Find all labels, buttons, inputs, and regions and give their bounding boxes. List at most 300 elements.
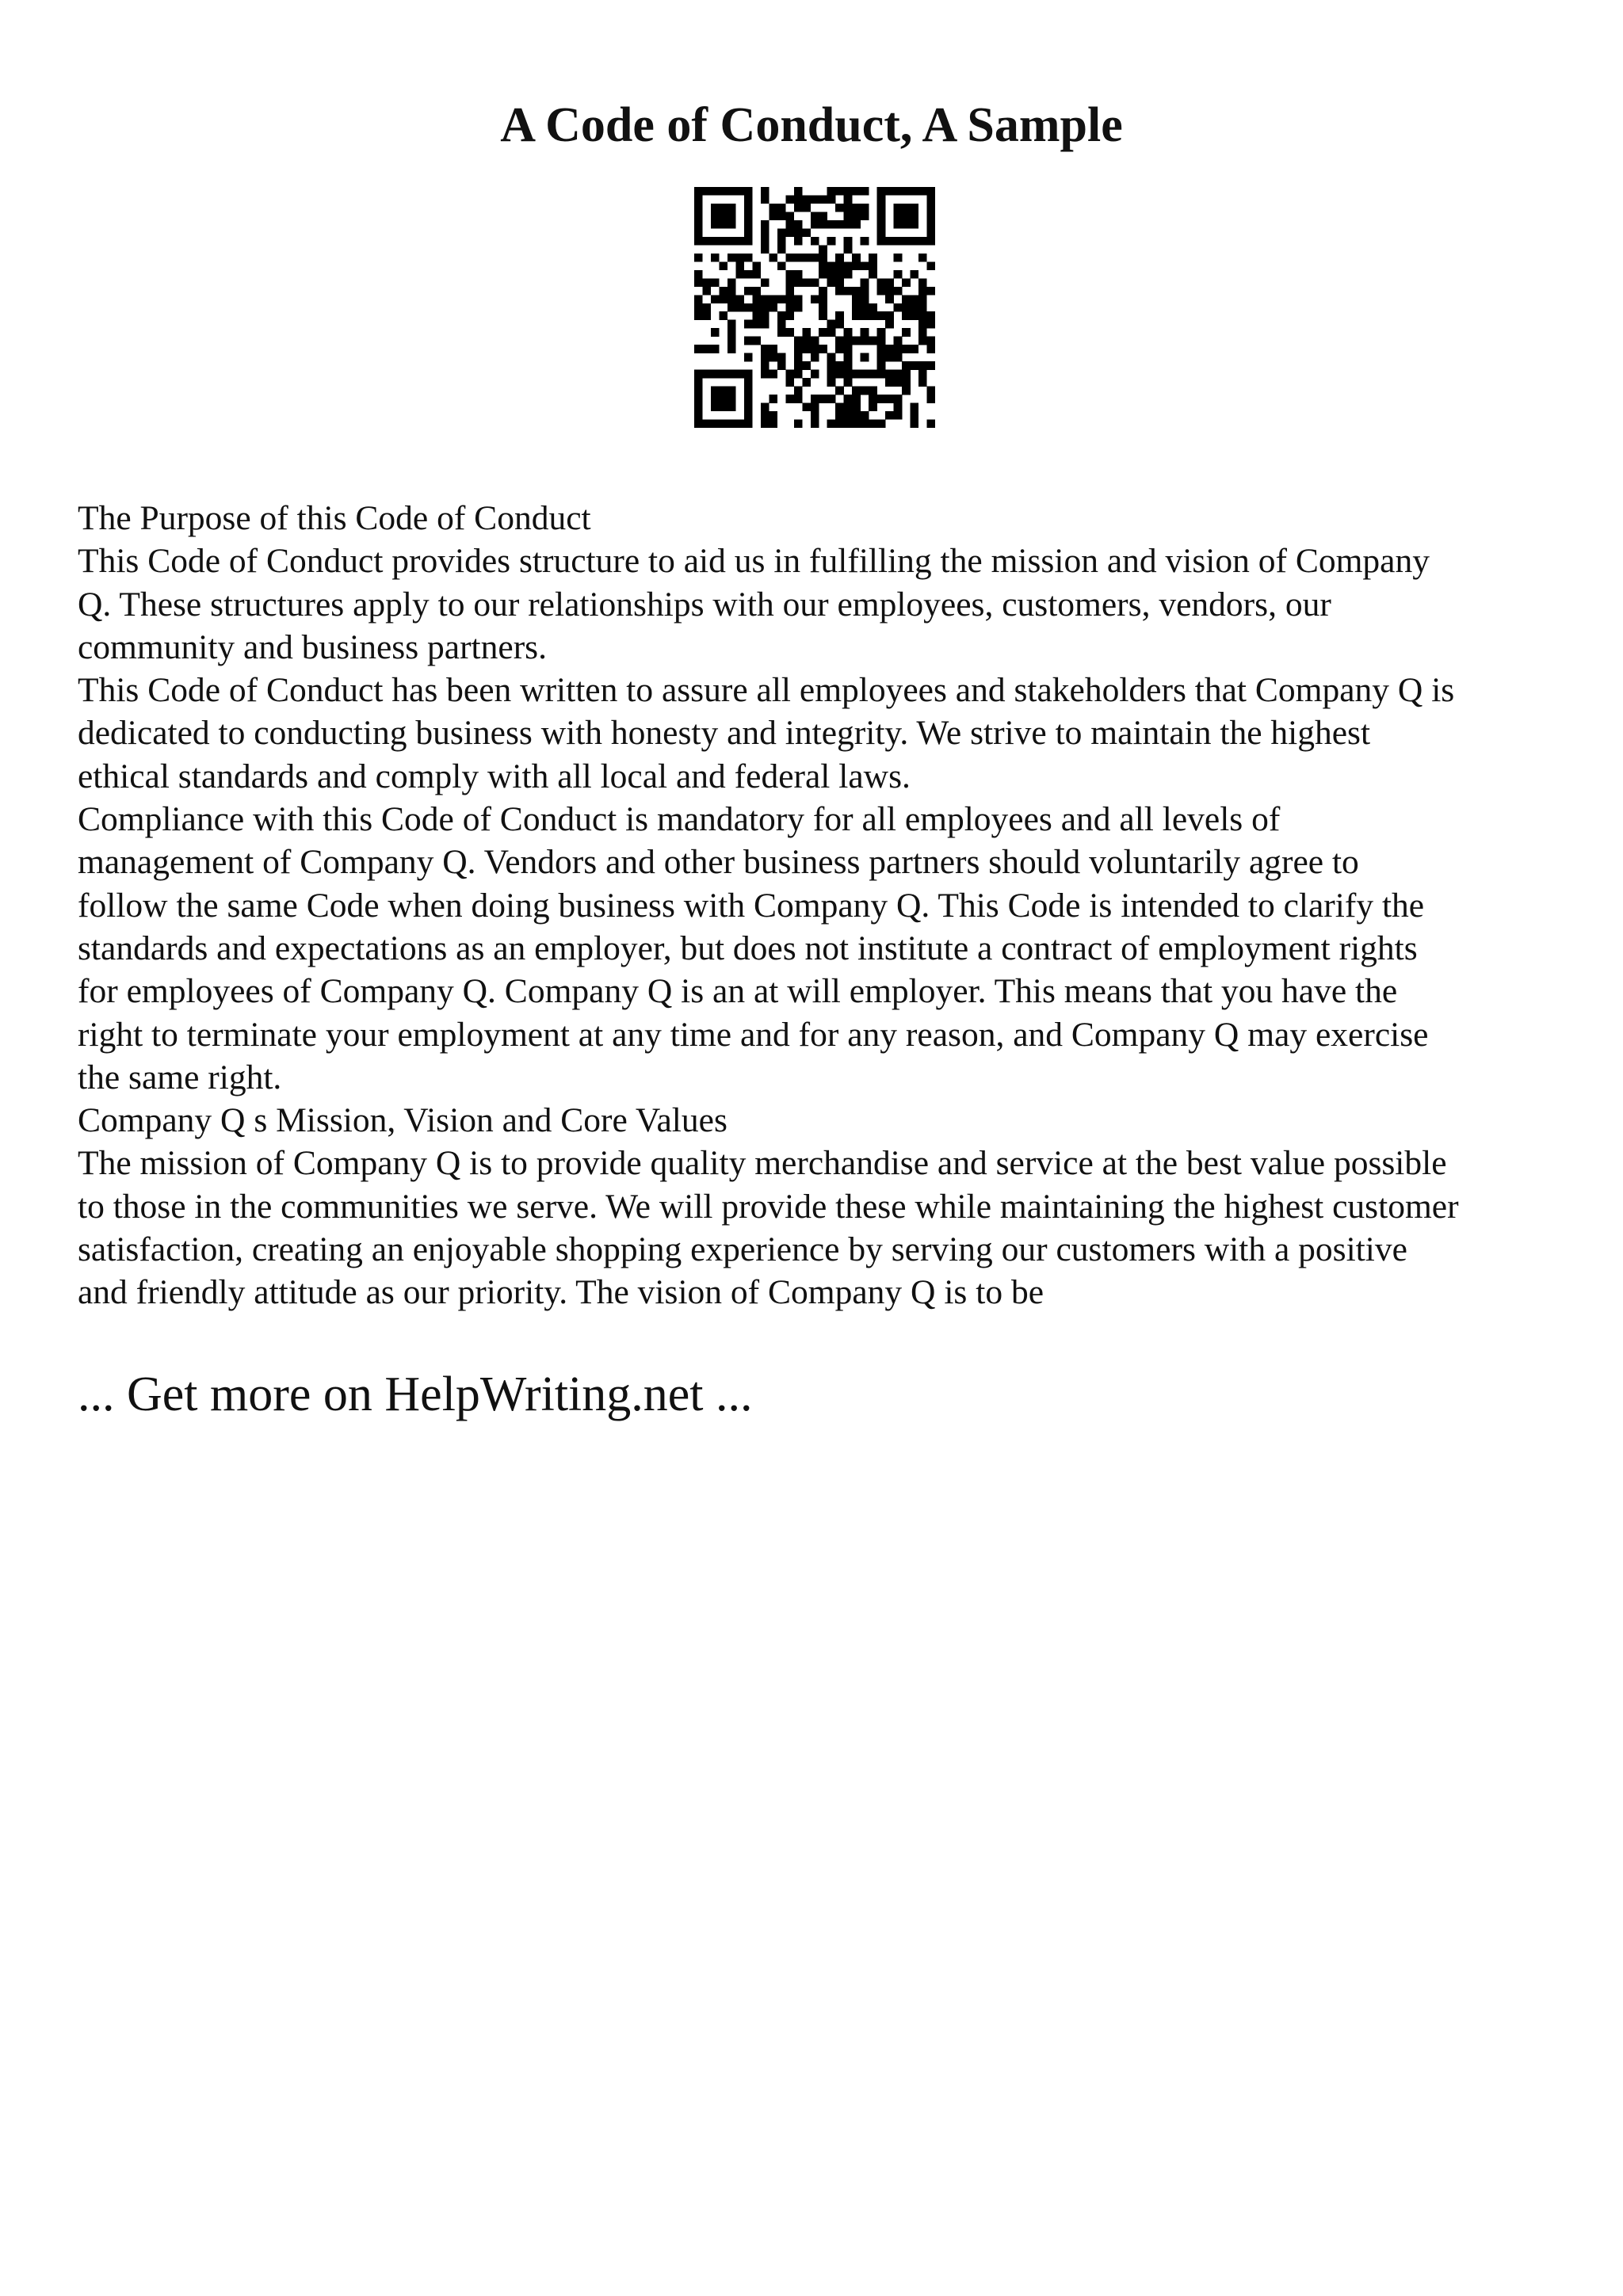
qr-module xyxy=(727,237,736,246)
qr-module xyxy=(918,328,927,337)
qr-module xyxy=(861,187,869,196)
qr-module xyxy=(727,303,736,312)
body-text-line: Q. These structures apply to our relationships with our employees, customers, vendors, our xyxy=(78,585,1331,624)
qr-module xyxy=(844,187,853,196)
qr-module xyxy=(877,212,886,220)
qr-module xyxy=(694,395,703,403)
qr-module xyxy=(769,345,777,353)
qr-module xyxy=(694,387,703,395)
qr-module xyxy=(852,411,861,420)
qr-module xyxy=(735,270,744,279)
qr-module xyxy=(727,204,736,212)
qr-module xyxy=(885,395,894,403)
qr-module xyxy=(694,311,703,320)
qr-module xyxy=(894,353,903,362)
qr-module xyxy=(835,370,844,379)
qr-module xyxy=(877,420,886,428)
qr-module xyxy=(702,187,711,196)
qr-module xyxy=(877,278,886,287)
qr-module xyxy=(744,287,753,296)
qr-module xyxy=(819,311,827,320)
qr-module xyxy=(761,220,769,229)
qr-module xyxy=(785,195,794,204)
qr-module xyxy=(819,212,827,220)
qr-module xyxy=(727,345,736,353)
qr-module xyxy=(819,295,827,303)
qr-module xyxy=(927,361,935,370)
qr-module xyxy=(877,195,886,204)
qr-module xyxy=(869,261,877,270)
qr-module xyxy=(811,345,819,353)
qr-module xyxy=(902,378,911,387)
qr-module xyxy=(727,220,736,229)
qr-module xyxy=(861,212,869,220)
qr-module xyxy=(819,254,827,262)
qr-module xyxy=(835,345,844,353)
qr-module xyxy=(844,420,853,428)
qr-module xyxy=(719,395,727,403)
qr-module xyxy=(785,287,794,296)
qr-module xyxy=(752,337,761,345)
qr-module xyxy=(902,237,911,246)
qr-module xyxy=(785,295,794,303)
qr-module xyxy=(727,387,736,395)
qr-module xyxy=(802,337,811,345)
qr-module xyxy=(727,403,736,412)
qr-module xyxy=(894,220,903,229)
qr-module xyxy=(877,328,886,337)
qr-module xyxy=(894,378,903,387)
qr-module xyxy=(752,303,761,312)
qr-module xyxy=(769,420,777,428)
qr-module xyxy=(918,378,927,387)
qr-module xyxy=(794,270,803,279)
qr-module xyxy=(719,370,727,379)
qr-module xyxy=(761,353,769,362)
get-more-link[interactable]: ... Get more on HelpWriting.net ... xyxy=(78,1367,753,1421)
qr-module xyxy=(744,187,753,196)
qr-module xyxy=(727,295,736,303)
qr-module xyxy=(869,420,877,428)
body-text-line: This Code of Conduct has been written to assure all employees and stakeholders that Company Q is xyxy=(78,671,1455,710)
qr-module xyxy=(844,195,853,204)
qr-module xyxy=(835,261,844,270)
qr-module xyxy=(777,245,786,254)
qr-module xyxy=(694,270,703,279)
qr-module xyxy=(761,403,769,412)
qr-module xyxy=(794,237,803,246)
qr-module xyxy=(869,254,877,262)
qr-module xyxy=(861,328,869,337)
qr-module xyxy=(735,295,744,303)
body-text-line: management of Company Q. Vendors and other business partners should voluntarily agree to xyxy=(78,843,1359,882)
qr-module xyxy=(744,254,753,262)
qr-module xyxy=(735,187,744,196)
qr-module xyxy=(802,378,811,387)
qr-module xyxy=(777,295,786,303)
qr-module xyxy=(719,261,727,270)
qr-module xyxy=(694,403,703,412)
qr-module xyxy=(918,237,927,246)
qr-module xyxy=(869,270,877,279)
qr-module xyxy=(785,220,794,229)
body-text-line: This Code of Conduct provides structure to aid us in fulfilling the mission and vision of Company xyxy=(78,542,1430,581)
qr-module xyxy=(844,403,853,412)
qr-module xyxy=(785,378,794,387)
qr-module xyxy=(711,220,720,229)
qr-module xyxy=(711,254,720,262)
qr-module xyxy=(885,278,894,287)
qr-module xyxy=(877,187,886,196)
qr-module xyxy=(719,212,727,220)
qr-module xyxy=(911,361,919,370)
qr-module xyxy=(744,237,753,246)
body-text-line: for employees of Company Q. Company Q is an at will employer. This means that you have the xyxy=(78,972,1398,1011)
qr-module xyxy=(835,287,844,296)
qr-module xyxy=(827,261,836,270)
qr-module xyxy=(927,195,935,204)
qr-module xyxy=(694,370,703,379)
qr-module xyxy=(852,370,861,379)
qr-module xyxy=(719,287,727,296)
qr-module xyxy=(835,320,844,329)
qr-module xyxy=(861,204,869,212)
qr-module xyxy=(761,295,769,303)
qr-module xyxy=(927,311,935,320)
qr-module xyxy=(911,187,919,196)
qr-module xyxy=(752,261,761,270)
qr-module xyxy=(802,254,811,262)
qr-module xyxy=(694,420,703,428)
qr-module xyxy=(802,403,811,412)
qr-module xyxy=(777,328,786,337)
qr-module xyxy=(794,254,803,262)
document-title: A Code of Conduct, A Sample xyxy=(500,98,1123,152)
qr-module xyxy=(794,204,803,212)
qr-module xyxy=(835,220,844,229)
qr-module xyxy=(918,187,927,196)
qr-module xyxy=(744,353,753,362)
qr-module xyxy=(911,303,919,312)
qr-module xyxy=(735,370,744,379)
qr-module xyxy=(902,278,911,287)
qr-module xyxy=(835,403,844,412)
qr-module xyxy=(844,204,853,212)
qr-module xyxy=(702,278,711,287)
qr-module xyxy=(719,187,727,196)
qr-module xyxy=(861,311,869,320)
qr-module xyxy=(902,311,911,320)
qr-module xyxy=(894,303,903,312)
qr-module xyxy=(927,204,935,212)
qr-module xyxy=(785,254,794,262)
body-text-line: dedicated to conducting business with honesty and integrity. We strive to maintain the highest xyxy=(78,714,1371,753)
qr-module xyxy=(727,337,736,345)
qr-module xyxy=(927,220,935,229)
qr-module xyxy=(785,370,794,379)
body-text-line: standards and expectations as an employer, but does not institute a contract of employment rights xyxy=(78,929,1418,967)
body-text-line: Compliance with this Code of Conduct is mandatory for all employees and all levels of xyxy=(78,800,1281,839)
qr-module xyxy=(894,411,903,420)
qr-module xyxy=(877,370,886,379)
body-text-line: Company Q s Mission, Vision and Core Values xyxy=(78,1101,727,1140)
qr-module xyxy=(827,395,836,403)
qr-module xyxy=(927,228,935,237)
qr-module xyxy=(877,237,886,246)
qr-module xyxy=(719,204,727,212)
qr-module xyxy=(894,237,903,246)
qr-module xyxy=(744,320,753,329)
qr-module xyxy=(694,237,703,246)
qr-module xyxy=(861,411,869,420)
qr-module xyxy=(761,237,769,246)
qr-module xyxy=(861,295,869,303)
qr-module xyxy=(827,320,836,329)
qr-module xyxy=(827,328,836,337)
document-body xyxy=(78,497,1568,1314)
qr-module xyxy=(911,420,919,428)
qr-module xyxy=(927,387,935,395)
qr-module xyxy=(711,370,720,379)
qr-module xyxy=(727,395,736,403)
qr-module xyxy=(827,370,836,379)
qr-module xyxy=(777,320,786,329)
qr-module xyxy=(711,212,720,220)
qr-module xyxy=(811,254,819,262)
qr-module xyxy=(769,395,777,403)
qr-module xyxy=(744,204,753,212)
qr-module xyxy=(877,361,886,370)
qr-module xyxy=(727,187,736,196)
qr-module xyxy=(794,353,803,362)
qr-module xyxy=(861,278,869,287)
qr-module xyxy=(819,345,827,353)
qr-module xyxy=(752,311,761,320)
qr-module xyxy=(752,287,761,296)
qr-module xyxy=(777,237,786,246)
qr-module xyxy=(918,337,927,345)
qr-module xyxy=(794,187,803,196)
qr-module xyxy=(885,295,894,303)
qr-module xyxy=(711,295,720,303)
qr-module xyxy=(744,228,753,237)
qr-module xyxy=(861,287,869,296)
qr-module xyxy=(835,270,844,279)
qr-module xyxy=(877,345,886,353)
qr-module xyxy=(852,204,861,212)
qr-module xyxy=(694,220,703,229)
qr-module xyxy=(885,353,894,362)
qr-module xyxy=(861,387,869,395)
qr-module xyxy=(835,311,844,320)
qr-module xyxy=(794,395,803,403)
qr-module xyxy=(927,345,935,353)
qr-module xyxy=(885,345,894,353)
qr-module xyxy=(819,270,827,279)
qr-module xyxy=(777,353,786,362)
qr-module xyxy=(819,303,827,312)
qr-module xyxy=(769,370,777,379)
qr-module xyxy=(711,403,720,412)
body-text-line: the same right. xyxy=(78,1058,282,1097)
qr-module xyxy=(694,303,703,312)
qr-module xyxy=(877,337,886,345)
qr-module xyxy=(744,420,753,428)
qr-module xyxy=(852,187,861,196)
qr-module xyxy=(761,245,769,254)
qr-module xyxy=(719,387,727,395)
qr-module xyxy=(694,278,703,287)
qr-module xyxy=(902,328,911,337)
qr-module xyxy=(794,295,803,303)
qr-module xyxy=(894,212,903,220)
qr-module xyxy=(727,320,736,329)
qr-module xyxy=(894,187,903,196)
qr-module xyxy=(835,411,844,420)
qr-module xyxy=(827,353,836,362)
qr-module xyxy=(918,303,927,312)
qr-module xyxy=(811,420,819,428)
qr-module xyxy=(894,345,903,353)
qr-module xyxy=(885,411,894,420)
qr-module xyxy=(819,328,827,337)
qr-module xyxy=(744,403,753,412)
qr-module xyxy=(794,361,803,370)
qr-module xyxy=(827,237,836,246)
qr-module xyxy=(911,212,919,220)
qr-module xyxy=(844,378,853,387)
qr-module xyxy=(894,395,903,403)
qr-module xyxy=(719,295,727,303)
qr-module xyxy=(794,228,803,237)
qr-module xyxy=(761,278,769,287)
qr-module xyxy=(752,320,761,329)
qr-module xyxy=(744,370,753,379)
qr-module xyxy=(727,328,736,337)
body-text-line: community and business partners. xyxy=(78,627,547,666)
qr-module xyxy=(794,337,803,345)
qr-module xyxy=(777,361,786,370)
qr-module xyxy=(869,370,877,379)
qr-module xyxy=(761,187,769,196)
qr-module xyxy=(835,204,844,212)
qr-module xyxy=(918,320,927,329)
qr-module xyxy=(711,395,720,403)
qr-module xyxy=(844,345,853,353)
qr-module xyxy=(852,220,861,229)
qr-module xyxy=(735,254,744,262)
qr-module xyxy=(802,278,811,287)
qr-module xyxy=(802,195,811,204)
qr-module xyxy=(769,353,777,362)
qr-module xyxy=(852,254,861,262)
qr-module xyxy=(811,353,819,362)
qr-module xyxy=(727,287,736,296)
qr-module xyxy=(761,370,769,379)
qr-module xyxy=(894,337,903,345)
qr-module xyxy=(861,337,869,345)
qr-module xyxy=(727,370,736,379)
qr-module xyxy=(869,337,877,345)
qr-module xyxy=(819,287,827,296)
qr-module xyxy=(902,345,911,353)
qr-module xyxy=(835,278,844,287)
qr-module xyxy=(761,320,769,329)
qr-module xyxy=(777,261,786,270)
qr-module xyxy=(902,370,911,379)
qr-module xyxy=(727,212,736,220)
qr-module xyxy=(769,295,777,303)
qr-module xyxy=(827,220,836,229)
qr-module xyxy=(844,220,853,229)
qr-module xyxy=(927,261,935,270)
qr-module xyxy=(761,345,769,353)
qr-module xyxy=(844,261,853,270)
qr-module xyxy=(927,395,935,403)
qr-module xyxy=(719,311,727,320)
qr-module xyxy=(735,237,744,246)
qr-module xyxy=(769,411,777,420)
qr-module xyxy=(761,228,769,237)
qr-module xyxy=(869,403,877,412)
qr-module xyxy=(844,245,853,254)
qr-module xyxy=(918,311,927,320)
qr-module xyxy=(727,278,736,287)
qr-module xyxy=(844,212,853,220)
qr-module xyxy=(811,212,819,220)
qr-module xyxy=(794,420,803,428)
qr-module xyxy=(711,345,720,353)
qr-module xyxy=(852,337,861,345)
qr-module xyxy=(852,395,861,403)
qr-module xyxy=(885,237,894,246)
qr-module xyxy=(869,387,877,395)
qr-module xyxy=(852,287,861,296)
qr-module xyxy=(794,370,803,379)
qr-module xyxy=(777,311,786,320)
body-text-line: right to terminate your employment at any time and for any reason, and Company Q may exercise xyxy=(78,1015,1429,1054)
body-text-line: The mission of Company Q is to provide quality merchandise and service at the best value possible xyxy=(78,1144,1447,1183)
qr-module xyxy=(811,411,819,420)
qr-module xyxy=(911,311,919,320)
qr-module xyxy=(769,212,777,220)
qr-module xyxy=(835,337,844,345)
qr-module xyxy=(811,403,819,412)
qr-module xyxy=(785,328,794,337)
qr-module xyxy=(761,361,769,370)
body-text-line: ethical standards and comply with all local and federal laws. xyxy=(78,757,911,795)
qr-module xyxy=(777,204,786,212)
qr-module xyxy=(694,295,703,303)
qr-module xyxy=(802,328,811,337)
qr-module xyxy=(711,387,720,395)
qr-module xyxy=(811,337,819,345)
qr-module xyxy=(911,270,919,279)
qr-code-graphic xyxy=(694,187,935,428)
qr-module xyxy=(744,395,753,403)
qr-module xyxy=(735,420,744,428)
qr-module xyxy=(777,212,786,220)
qr-module xyxy=(902,295,911,303)
qr-module xyxy=(861,303,869,312)
qr-module xyxy=(894,403,903,412)
qr-module xyxy=(911,220,919,229)
qr-module xyxy=(702,370,711,379)
qr-module xyxy=(852,311,861,320)
qr-module xyxy=(769,303,777,312)
qr-module xyxy=(894,254,903,262)
qr-module xyxy=(844,361,853,370)
